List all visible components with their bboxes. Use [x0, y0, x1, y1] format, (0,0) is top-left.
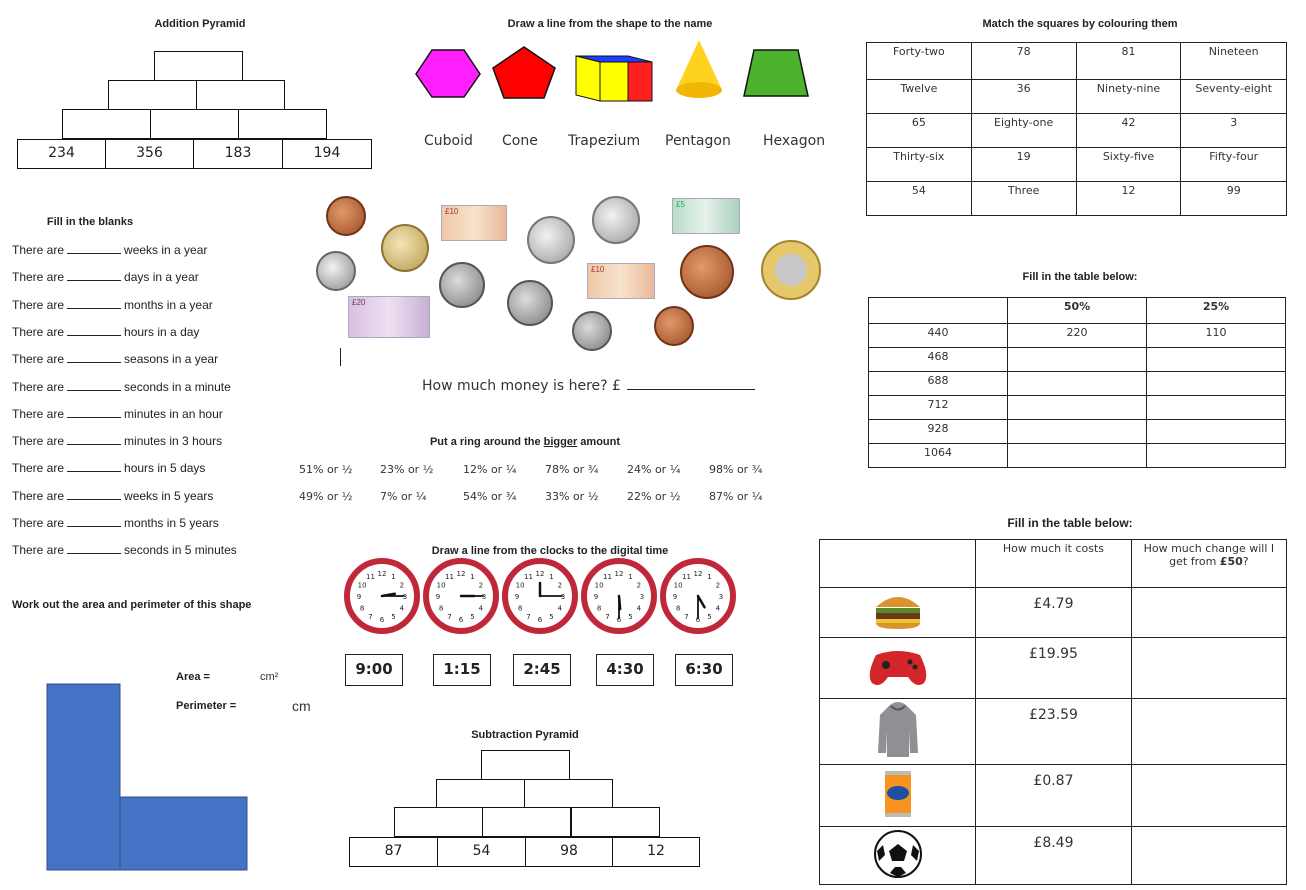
ring-choice[interactable]: 54% or ¾	[463, 490, 517, 503]
coin-icon	[654, 306, 694, 346]
svg-text:10: 10	[357, 581, 367, 590]
fill-blank-text: months in 5 years	[124, 516, 219, 530]
shape-name-4: Pentagon	[665, 133, 731, 149]
svg-text:8: 8	[438, 604, 444, 613]
percent-cell: 712	[869, 396, 1008, 420]
fill-blank-answer[interactable]	[67, 270, 121, 281]
fill-blank-answer[interactable]	[67, 352, 121, 363]
percent-cell[interactable]	[1008, 444, 1147, 468]
fill-blank-line	[12, 407, 223, 421]
svg-text:11: 11	[603, 573, 612, 582]
match-row	[867, 114, 1287, 148]
change-item-cell	[820, 588, 976, 638]
pyramid-base-brick: 183	[193, 139, 283, 169]
fill-blank-prefix: There are	[12, 488, 65, 503]
fill-blank-text: hours in a day	[124, 324, 200, 339]
pyramid-base-brick: 234	[17, 139, 106, 169]
shape-name-2: Cone	[502, 133, 538, 149]
svg-text:1: 1	[470, 573, 475, 582]
fill-blank-line	[12, 543, 237, 557]
svg-text:5: 5	[391, 612, 396, 621]
percent-table-title: Fill in the table below:	[1022, 271, 1138, 283]
svg-text:4: 4	[399, 604, 405, 613]
pyramid-brick[interactable]	[571, 807, 660, 837]
fill-blank-text: minutes in an hour	[124, 406, 223, 421]
analog-clock-icon[interactable]	[426, 561, 496, 631]
fill-blank-answer[interactable]	[67, 516, 121, 527]
svg-text:5: 5	[628, 612, 633, 621]
change-answer-cell[interactable]	[1131, 638, 1286, 699]
fill-blank-text: days in a year	[124, 270, 199, 285]
coin-icon	[761, 240, 821, 300]
change-answer-cell[interactable]	[1131, 765, 1286, 827]
match-cell[interactable]: 42	[1076, 114, 1181, 148]
fill-blank-line	[12, 298, 213, 312]
ring-choice[interactable]: 51% or ½	[299, 463, 353, 476]
svg-text:8: 8	[359, 604, 365, 613]
svg-text:3: 3	[718, 593, 724, 601]
svg-text:11: 11	[366, 573, 375, 582]
fill-blank-prefix: There are	[12, 324, 65, 339]
fill-blank-line	[12, 489, 213, 503]
svg-text:7: 7	[447, 612, 452, 621]
change-item-cell	[820, 765, 976, 827]
ring-choice[interactable]: 7% or ¼	[380, 490, 427, 503]
pyramid-brick[interactable]	[482, 807, 571, 837]
shapes-title: Draw a line from the shape to the name	[507, 18, 713, 30]
match-row	[867, 43, 1287, 80]
fill-blank-line	[12, 434, 222, 448]
change-answer-cell[interactable]	[1131, 588, 1286, 638]
fill-blank-answer[interactable]	[67, 325, 121, 336]
banknote-icon: £10	[441, 205, 507, 241]
change-item-cell	[820, 699, 976, 765]
svg-text:8: 8	[596, 604, 602, 613]
fill-blank-answer[interactable]	[67, 243, 121, 254]
ring-choice[interactable]: 12% or ¼	[463, 463, 517, 476]
svg-text:3: 3	[639, 593, 645, 601]
svg-text:5: 5	[707, 612, 712, 621]
fill-blank-prefix: There are	[12, 379, 65, 394]
analog-clock-icon[interactable]	[347, 561, 417, 631]
svg-text:2: 2	[557, 581, 563, 590]
percent-cell[interactable]: 110	[1147, 324, 1286, 348]
fill-blank-text: seconds in 5 minutes	[124, 543, 237, 558]
match-cell[interactable]: 81	[1076, 43, 1181, 80]
fill-blank-line	[12, 461, 205, 475]
text-cursor	[340, 348, 341, 366]
match-cell[interactable]: 99	[1181, 182, 1287, 216]
change-cost-cell: £4.79	[976, 588, 1132, 638]
svg-text:10: 10	[594, 581, 604, 590]
svg-text:6: 6	[537, 616, 543, 624]
svg-text:12: 12	[377, 570, 387, 578]
svg-text:12: 12	[614, 570, 624, 578]
svg-text:5: 5	[470, 612, 475, 621]
match-cell[interactable]: 3	[1181, 114, 1287, 148]
fill-blank-line	[12, 516, 219, 530]
cuboid-front-face	[576, 56, 600, 101]
match-squares-title: Match the squares by colouring them	[982, 18, 1178, 30]
svg-text:4: 4	[478, 604, 484, 613]
hoodie-icon	[876, 749, 920, 762]
digital-time-box[interactable]: 2:45	[513, 654, 571, 686]
svg-text:5: 5	[549, 612, 554, 621]
fill-blank-prefix: There are	[12, 352, 65, 367]
percent-cell[interactable]	[1147, 348, 1286, 372]
percent-row	[869, 372, 1286, 396]
fill-blank-answer[interactable]	[67, 298, 121, 309]
match-row	[867, 148, 1287, 182]
change-row	[820, 699, 1287, 765]
percent-row	[869, 348, 1286, 372]
fill-blank-text: weeks in 5 years	[124, 488, 214, 503]
ring-choice[interactable]: 78% or ¾	[545, 463, 599, 476]
match-cell[interactable]: Thirty-six	[867, 148, 972, 182]
ring-choice[interactable]: 22% or ½	[627, 490, 681, 503]
change-row	[820, 638, 1287, 699]
ring-choice[interactable]: 24% or ¼	[627, 463, 681, 476]
change-table	[819, 539, 1287, 885]
digital-time-box[interactable]: 4:30	[596, 654, 654, 686]
pyramid-base-brick: 54	[437, 837, 526, 867]
burger-icon	[872, 621, 924, 634]
ring-title: Put a ring around the bigger amount	[429, 436, 621, 448]
svg-text:6: 6	[458, 616, 464, 624]
change-answer-cell[interactable]	[1131, 699, 1286, 765]
fill-blank-answer[interactable]	[67, 407, 121, 418]
football-icon	[873, 869, 923, 882]
cone-icon[interactable]	[676, 40, 722, 98]
digital-time-box[interactable]: 9:00	[345, 654, 403, 686]
coin-icon	[316, 251, 356, 291]
percent-table	[868, 297, 1286, 468]
percent-cell[interactable]: 220	[1008, 324, 1147, 348]
fill-blank-prefix: There are	[12, 270, 65, 285]
pyramid-brick[interactable]	[62, 109, 151, 139]
pyramid-brick[interactable]	[394, 807, 483, 837]
percent-cell: 1064	[869, 444, 1008, 468]
svg-text:12: 12	[456, 570, 466, 578]
percent-header-cell: 25%	[1147, 298, 1286, 324]
match-cell[interactable]: Seventy-eight	[1181, 80, 1287, 114]
match-cell[interactable]: 78	[971, 43, 1076, 80]
match-cell[interactable]: Ninety-nine	[1076, 80, 1181, 114]
pyramid-brick[interactable]	[238, 109, 327, 139]
fill-blank-line	[12, 352, 218, 366]
svg-text:4: 4	[557, 604, 563, 613]
fill-blank-answer[interactable]	[67, 380, 121, 391]
match-squares-table	[866, 42, 1287, 216]
area-title: Work out the area and perimeter of this shape	[12, 599, 252, 611]
shape-name-1: Cuboid	[424, 133, 473, 149]
change-cost-cell: £8.49	[976, 827, 1132, 885]
coin-icon	[507, 280, 553, 326]
fill-blank-answer[interactable]	[67, 461, 121, 472]
ring-choice[interactable]: 23% or ½	[380, 463, 434, 476]
change-row	[820, 827, 1287, 885]
svg-text:9: 9	[593, 593, 599, 601]
money-question: How much money is here? £	[422, 377, 755, 394]
perimeter-label: Perimeter =	[176, 700, 237, 712]
change-row	[820, 588, 1287, 638]
area-unit: cm²	[260, 671, 279, 683]
fill-blank-answer[interactable]	[67, 543, 121, 554]
fill-blank-text: months in a year	[124, 297, 213, 312]
addition-pyramid-title: Addition Pyramid	[154, 18, 246, 30]
svg-text:6: 6	[616, 616, 622, 624]
coin-icon	[326, 196, 366, 236]
pyramid-base-brick: 12	[612, 837, 700, 867]
match-cell[interactable]: Nineteen	[1181, 43, 1287, 80]
svg-text:11: 11	[524, 573, 533, 582]
coin-icon	[381, 224, 429, 272]
svg-text:2: 2	[715, 581, 721, 590]
svg-text:11: 11	[682, 573, 691, 582]
fill-blank-text: seconds in a minute	[124, 379, 231, 394]
change-table-title: Fill in the table below:	[1007, 516, 1133, 530]
fill-blank-answer[interactable]	[67, 434, 121, 445]
svg-text:6: 6	[695, 616, 701, 624]
clocks-title: Draw a line from the clocks to the digital time	[431, 545, 669, 557]
match-cell[interactable]: 12	[1076, 182, 1181, 216]
pyramid-base-brick: 356	[105, 139, 194, 169]
match-cell[interactable]: 36	[971, 80, 1076, 114]
match-cell[interactable]: Eighty-one	[971, 114, 1076, 148]
ring-choice[interactable]: 49% or ½	[299, 490, 353, 503]
fill-blank-prefix: There are	[12, 243, 65, 257]
svg-text:1: 1	[391, 573, 396, 582]
pentagon-icon[interactable]	[493, 47, 555, 98]
svg-text:3: 3	[560, 593, 566, 601]
match-cell[interactable]: 65	[867, 114, 972, 148]
percent-header-row	[869, 298, 1286, 324]
svg-text:4: 4	[715, 604, 721, 613]
pyramid-brick[interactable]	[154, 51, 243, 81]
svg-text:4: 4	[636, 604, 642, 613]
svg-text:10: 10	[436, 581, 446, 590]
change-answer-cell[interactable]	[1131, 827, 1286, 885]
digital-time-box[interactable]: 1:15	[433, 654, 491, 686]
banknote-icon: £10	[587, 263, 655, 299]
fill-blank-line	[12, 270, 199, 284]
change-row	[820, 765, 1287, 827]
fill-blank-line	[12, 380, 231, 394]
change-header-change: How much change will I get from £50?	[1131, 540, 1286, 588]
svg-text:2: 2	[478, 581, 484, 590]
fill-blank-text: weeks in a year	[124, 243, 208, 257]
trapezium-icon[interactable]	[744, 50, 808, 96]
cuboid-end-face	[628, 62, 652, 101]
coin-icon	[680, 245, 734, 299]
percent-cell[interactable]	[1008, 348, 1147, 372]
fill-blank-prefix: There are	[12, 297, 65, 312]
ring-choice[interactable]: 98% or ¾	[709, 463, 763, 476]
coin-icon	[572, 311, 612, 351]
percent-cell[interactable]	[1147, 372, 1286, 396]
pyramid-brick[interactable]	[108, 80, 197, 110]
percent-header-cell	[869, 298, 1008, 324]
percent-cell[interactable]	[1147, 396, 1286, 420]
fill-blank-text: hours in 5 days	[124, 461, 206, 476]
pyramid-brick[interactable]	[481, 750, 570, 780]
svg-text:10: 10	[515, 581, 525, 590]
svg-text:9: 9	[435, 593, 441, 601]
shapes-row	[410, 40, 820, 110]
analog-clock-icon[interactable]	[584, 561, 654, 631]
change-header-cost: How much it costs	[976, 540, 1132, 588]
svg-text:12: 12	[693, 570, 703, 578]
svg-text:7: 7	[526, 612, 531, 621]
hexagon-icon[interactable]	[416, 50, 480, 97]
match-cell[interactable]: Twelve	[867, 80, 972, 114]
fill-blank-prefix: There are	[12, 406, 65, 421]
coin-icon	[439, 262, 485, 308]
match-cell[interactable]: 54	[867, 182, 972, 216]
fill-blank-text: seasons in a year	[124, 352, 219, 367]
percent-cell[interactable]	[1147, 444, 1286, 468]
percent-cell[interactable]	[1147, 420, 1286, 444]
pyramid-base-brick: 194	[282, 139, 372, 169]
change-cost-cell: £0.87	[976, 765, 1132, 827]
percent-header-cell: 50%	[1008, 298, 1147, 324]
pyramid-brick[interactable]	[150, 109, 239, 139]
pyramid-base-brick: 87	[349, 837, 438, 867]
match-cell[interactable]: Sixty-five	[1076, 148, 1181, 182]
subtraction-pyramid-title: Subtraction Pyramid	[471, 729, 579, 741]
fill-blank-prefix: There are	[12, 516, 65, 530]
digital-time-box[interactable]: 6:30	[675, 654, 733, 686]
svg-text:3: 3	[481, 593, 487, 601]
fill-blank-answer[interactable]	[67, 489, 121, 500]
percent-row	[869, 396, 1286, 420]
percent-cell: 468	[869, 348, 1008, 372]
svg-text:7: 7	[684, 612, 689, 621]
match-cell[interactable]: 19	[971, 148, 1076, 182]
svg-text:8: 8	[675, 604, 681, 613]
soda-can-icon	[882, 811, 914, 824]
coin-icon	[592, 196, 640, 244]
percent-cell[interactable]	[1008, 396, 1147, 420]
fill-blank-prefix: There are	[12, 543, 65, 558]
pyramid-brick[interactable]	[196, 80, 285, 110]
fill-blank-line	[12, 243, 207, 257]
l-shape	[46, 683, 250, 873]
svg-text:2: 2	[399, 581, 405, 590]
svg-text:10: 10	[673, 581, 683, 590]
svg-text:6: 6	[379, 616, 385, 624]
change-item-cell	[820, 638, 976, 699]
match-cell[interactable]: Forty-two	[867, 43, 972, 80]
fill-blank-text: minutes in 3 hours	[124, 434, 223, 449]
percent-cell: 440	[869, 324, 1008, 348]
change-item-cell	[820, 827, 976, 885]
coin-icon	[527, 216, 575, 264]
fill-blank-prefix: There are	[12, 461, 65, 476]
analog-clock-icon[interactable]	[505, 561, 575, 631]
perimeter-unit: cm	[292, 698, 311, 714]
banknote-icon: £20	[348, 296, 430, 338]
fill-blank-prefix: There are	[12, 434, 65, 449]
percent-row	[869, 420, 1286, 444]
ring-choice[interactable]: 33% or ½	[545, 490, 599, 503]
svg-text:9: 9	[514, 593, 520, 601]
fill-blank-line	[12, 325, 199, 339]
change-cost-cell: £19.95	[976, 638, 1132, 699]
pyramid-brick[interactable]	[436, 779, 525, 809]
percent-cell: 688	[869, 372, 1008, 396]
svg-text:2: 2	[636, 581, 642, 590]
svg-text:1: 1	[707, 573, 712, 582]
svg-text:9: 9	[356, 593, 362, 601]
change-header-item	[820, 540, 976, 588]
svg-text:1: 1	[549, 573, 554, 582]
match-cell[interactable]: Fifty-four	[1181, 148, 1287, 182]
percent-cell[interactable]	[1008, 420, 1147, 444]
fill-blanks-title: Fill in the blanks	[46, 216, 134, 228]
shape-name-5: Hexagon	[763, 133, 826, 149]
pyramid-brick[interactable]	[524, 779, 613, 809]
svg-text:11: 11	[445, 573, 454, 582]
percent-row	[869, 444, 1286, 468]
svg-text:1: 1	[628, 573, 633, 582]
analog-clocks	[340, 558, 750, 638]
money-answer-blank[interactable]	[627, 377, 755, 390]
change-cost-cell: £23.59	[976, 699, 1132, 765]
percent-cell[interactable]	[1008, 372, 1147, 396]
svg-text:7: 7	[605, 612, 610, 621]
analog-clock-icon[interactable]	[663, 561, 733, 631]
svg-text:12: 12	[535, 570, 545, 578]
game-controller-icon	[866, 679, 930, 692]
svg-text:7: 7	[368, 612, 373, 621]
svg-text:8: 8	[517, 604, 523, 613]
banknote-icon: £5	[672, 198, 740, 234]
svg-text:9: 9	[672, 593, 678, 601]
ring-choice[interactable]: 87% or ¼	[709, 490, 763, 503]
match-row	[867, 80, 1287, 114]
shape-name-3: Trapezium	[568, 133, 641, 149]
match-row	[867, 182, 1287, 216]
match-cell[interactable]: Three	[971, 182, 1076, 216]
pyramid-base-brick: 98	[525, 837, 613, 867]
area-label: Area =	[176, 671, 210, 683]
percent-cell: 928	[869, 420, 1008, 444]
percent-row	[869, 324, 1286, 348]
svg-text:3: 3	[402, 593, 408, 601]
